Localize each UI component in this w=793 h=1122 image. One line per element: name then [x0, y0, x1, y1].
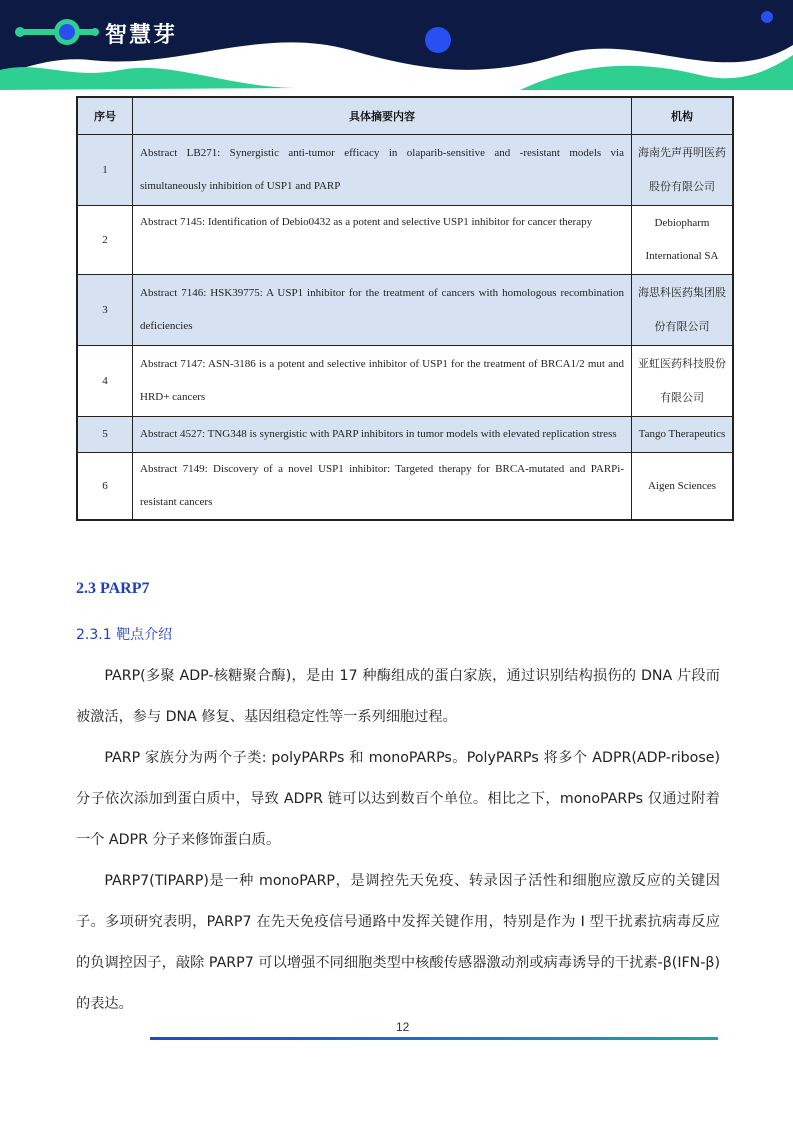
row-num: 1 — [77, 135, 133, 206]
table-row — [77, 417, 733, 453]
row-content: Abstract 7147: ASN-3186 is a potent and selective inhibitor of USP1 for the treatment of BRCA1/2 mut and HRD+ cancers — [133, 346, 632, 417]
table-row — [77, 346, 733, 417]
row-num: 2 — [77, 206, 133, 275]
row-num: 4 — [77, 346, 133, 417]
table-row — [77, 135, 733, 206]
col-header-num: 序号 — [77, 97, 133, 135]
org-name: 亚虹医药科技股份有限公司 — [638, 357, 726, 404]
section-heading: 2.3 PARP7 — [76, 580, 150, 597]
decor-dot-large — [425, 27, 451, 53]
row-org — [632, 453, 734, 521]
body-text — [76, 656, 720, 1025]
paragraph: PARP(多聚 ADP-核糖聚合酶)，是由 17 种酶组成的蛋白家族，通过识别结构损伤的 DNA 片段而被激活，参与 DNA 修复、基因组稳定性等一系列细胞过程。 — [76, 668, 720, 725]
col-header-content: 具体摘要内容 — [133, 97, 632, 135]
paragraph: PARP 家族分为两个子类: polyPARPs 和 monoPARPs。PolyPARPs 将多个 ADPR(ADP-ribose) 分子依次添加到蛋白质中，导致 ADPR 链可以达到数百个单位。相比之下，monoPARPs 仅通过附着一个 ADPR 分子来修饰蛋白质。 — [76, 750, 720, 848]
table-header-row — [77, 97, 733, 135]
table-row — [77, 453, 733, 521]
page-number: 12 — [396, 1020, 410, 1034]
row-org — [632, 346, 734, 417]
row-content: Abstract LB271: Synergistic anti-tumor efficacy in olaparib-sensitive and -resistant models via simultaneously inhibition of USP1 and PARP — [133, 135, 632, 206]
row-num: 3 — [77, 275, 133, 346]
row-num: 5 — [77, 417, 133, 453]
org-name: 海南先声再明医药股份有限公司 — [638, 146, 726, 193]
row-org — [632, 135, 734, 206]
table-row — [77, 206, 733, 275]
paragraph: PARP7(TIPARP)是一种 monoPARP，是调控先天免疫、转录因子活性和细胞应激反应的关键因子。多项研究表明，PARP7 在先天免疫信号通路中发挥关键作用，特别是作为 I 型干扰素抗病毒反应的负调控因子，敲除 PARP7 可以增强不同细胞类型中核酸传感器激动剂或病毒诱导的干扰素-β(IFN-β)的表达。 — [76, 873, 720, 1012]
row-content: Abstract 7149: Discovery of a novel USP1 inhibitor: Targeted therapy for BRCA-mutated and PARPi-resistant cancers — [133, 453, 632, 521]
org-name: 海思科医药集团股份有限公司 — [638, 286, 726, 333]
org-name: Debiopharm International SA — [645, 217, 719, 262]
row-content: Abstract 7146: HSK39775: A USP1 inhibitor for the treatment of cancers with homologous recombination deficiencies — [133, 275, 632, 346]
decor-dot-small — [761, 11, 773, 23]
table-row — [77, 275, 733, 346]
row-content: Abstract 7145: Identification of Debio0432 as a potent and selective USP1 inhibitor for cancer therapy — [133, 206, 632, 275]
brand-name: 智慧芽 — [105, 23, 178, 48]
row-num: 6 — [77, 453, 133, 521]
row-content: Abstract 4527: TNG348 is synergistic with PARP inhibitors in tumor models with elevated replication stress — [133, 417, 632, 453]
row-org — [632, 417, 734, 453]
org-name: Tango Therapeutics — [638, 428, 726, 440]
abstracts-table — [76, 96, 734, 521]
col-header-org: 机构 — [632, 97, 734, 135]
footer-divider — [150, 1037, 718, 1040]
row-org — [632, 275, 734, 346]
row-org — [632, 206, 734, 275]
org-name: Aigen Sciences — [647, 479, 717, 492]
section-subheading: 2.3.1 靶点介绍 — [76, 627, 173, 643]
